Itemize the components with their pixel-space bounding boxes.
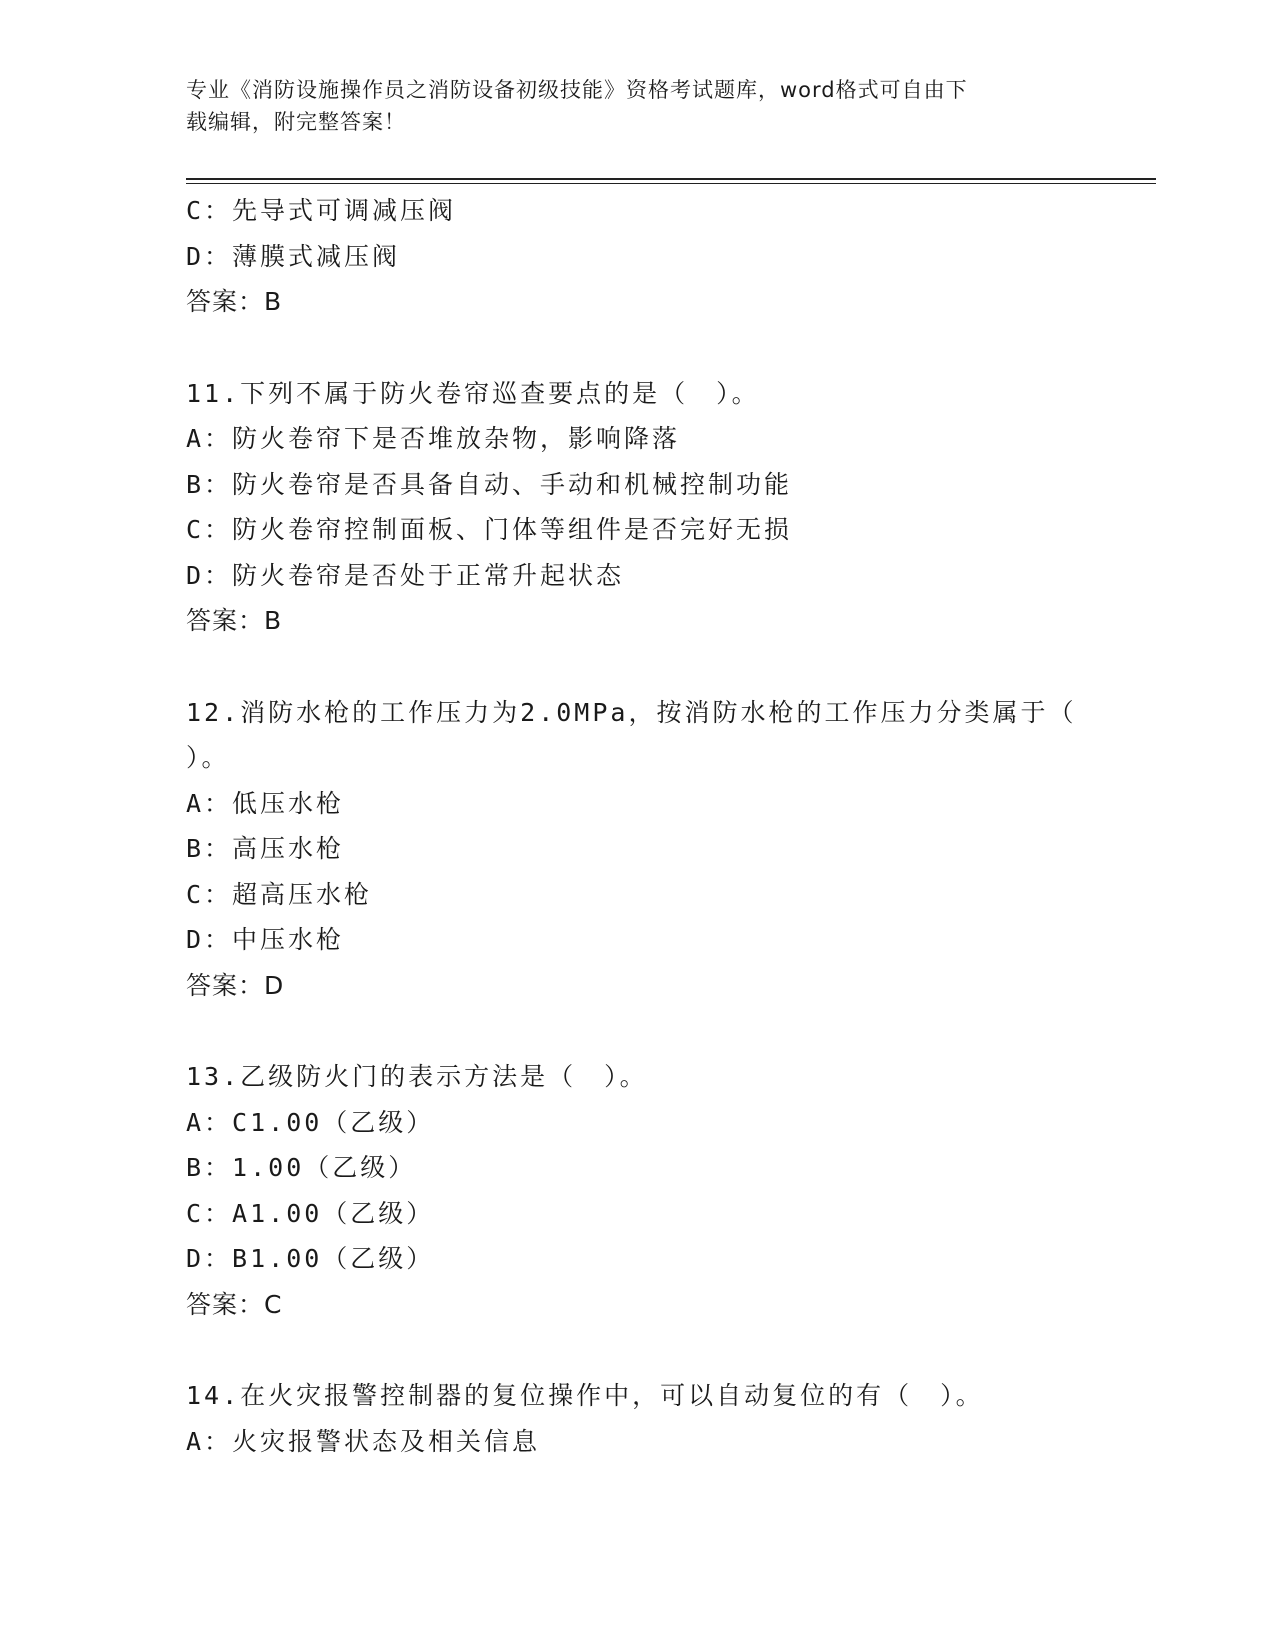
question-stem: 14.在火灾报警控制器的复位操作中，可以自动复位的有（ ）。: [186, 1381, 984, 1410]
header-line-1: 专业《消防设施操作员之消防设备初级技能》资格考试题库，word格式可自由下: [186, 78, 968, 102]
spacer: [186, 325, 1086, 371]
option-c: C：先导式可调减压阀: [186, 196, 457, 225]
option-a: A：防火卷帘下是否堆放杂物，影响降落: [186, 424, 681, 453]
question-stem-continued: ）。: [186, 743, 230, 772]
header-divider-thick: [186, 178, 1156, 180]
option-a: A：低压水枪: [186, 788, 345, 818]
option-c: C：防火卷帘控制面板、门体等组件是否完好无损: [186, 515, 793, 544]
option-c: C：A1.00（乙级）: [186, 1198, 435, 1228]
answer-line: 答案：B: [186, 606, 283, 635]
option-c: C：超高压水枪: [186, 879, 373, 909]
header-line-2: 载编辑，附完整答案！: [186, 110, 406, 134]
option-b: B：防火卷帘是否具备自动、手动和机械控制功能: [186, 469, 793, 499]
question-14: [186, 1373, 1086, 1464]
question-13: [186, 1054, 1086, 1327]
question-stem: 11.下列不属于防火卷帘巡查要点的是（ ）。: [186, 378, 760, 408]
option-b: B：高压水枪: [186, 834, 345, 863]
spacer: [186, 644, 1086, 690]
option-d: D：薄膜式减压阀: [186, 241, 401, 271]
option-b: B：1.00（乙级）: [186, 1153, 417, 1182]
option-a: A：火灾报警状态及相关信息: [186, 1426, 541, 1456]
option-d: D：防火卷帘是否处于正常升起状态: [186, 560, 625, 590]
spacer: [186, 1008, 1086, 1054]
option-a: A：C1.00（乙级）: [186, 1107, 435, 1137]
question-10-continued: [186, 188, 1086, 325]
question-12: [186, 690, 1086, 1009]
question-list: [186, 188, 1086, 1464]
answer-line: 答案：B: [186, 287, 283, 316]
question-11: [186, 371, 1086, 644]
option-d: D：中压水枪: [186, 925, 345, 954]
question-stem: 12.消防水枪的工作压力为2.0MPa，按消防水枪的工作压力分类属于（: [186, 697, 1077, 727]
answer-line: 答案：C: [186, 1289, 283, 1319]
document-header: [186, 74, 1066, 138]
spacer: [186, 1327, 1086, 1373]
answer-line: 答案：D: [186, 970, 285, 1000]
option-d: D：B1.00（乙级）: [186, 1244, 435, 1273]
question-stem: 13.乙级防火门的表示方法是（ ）。: [186, 1062, 648, 1091]
header-divider-thin: [186, 183, 1156, 184]
